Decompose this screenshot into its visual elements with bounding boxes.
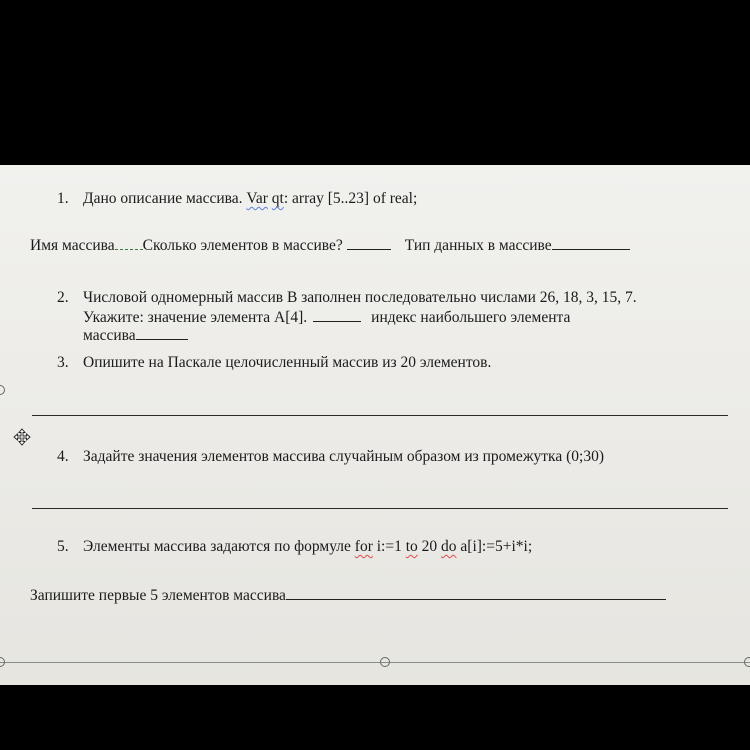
question-2-text: Числовой одномерный массив В заполнен последовательно числами 26, 18, 3, 15, 7. — [83, 289, 637, 306]
question-1-fill — [30, 235, 630, 255]
resize-handle-icon[interactable] — [0, 385, 5, 395]
question-4 — [57, 448, 604, 466]
var-keyword: Var — [246, 190, 268, 207]
question-4-text: Задайте значения элементов массива случайным образом из промежутка (0;30) — [83, 448, 604, 465]
resize-handle-icon[interactable] — [380, 657, 390, 667]
max-index-blank[interactable] — [136, 325, 188, 340]
element-value-label: Укажите: значение элемента A[4]. — [83, 309, 308, 326]
element-count-label: Сколько элементов в массиве? — [142, 237, 343, 254]
element-count-blank[interactable] — [347, 235, 391, 250]
array-name-label: Имя массива — [30, 237, 115, 254]
background-bottom — [0, 685, 750, 750]
question-2-line-1 — [57, 289, 637, 307]
question-2-line-3 — [83, 325, 188, 345]
question-1 — [57, 190, 417, 208]
first-five-blank[interactable] — [286, 585, 666, 600]
question-3 — [57, 354, 491, 372]
data-type-label: Тип данных в массиве — [404, 237, 552, 254]
question-5-formula: a[i]:=5+i*i; — [456, 538, 533, 555]
question-5-fill — [30, 585, 666, 605]
array-word: массива — [83, 327, 136, 344]
answer-line-3[interactable] — [32, 415, 728, 416]
question-1-text-c: : array [5..23] of real; — [283, 190, 418, 207]
resize-handle-icon[interactable] — [0, 657, 5, 667]
do-keyword: do — [441, 538, 457, 555]
question-5-text-a: Элементы массива задаются по формуле — [83, 538, 355, 555]
for-keyword: for — [354, 538, 373, 555]
question-1-text-a: Дано описание массива. — [83, 190, 247, 207]
element-value-blank[interactable] — [313, 307, 361, 322]
question-2-line-2 — [83, 307, 570, 327]
array-name-blank[interactable] — [115, 235, 143, 250]
question-3-number: 3. — [57, 354, 69, 371]
question-4-number: 4. — [57, 448, 69, 465]
question-5: 5. Элементы массива задаются по формуле for i:=1 to 20 do a[i]:=5+i*i; — [57, 538, 533, 555]
selection-frame-bottom — [0, 662, 750, 663]
document-page[interactable] — [0, 165, 750, 685]
question-2-number: 2. — [57, 289, 69, 306]
question-5-number: 5. — [57, 538, 69, 555]
to-keyword: to — [405, 538, 418, 555]
move-cursor-icon — [13, 428, 31, 446]
question-3-text: Опишите на Паскале целочисленный массив из 20 элементов. — [83, 354, 492, 371]
max-index-label: индекс наибольшего элемента — [371, 309, 571, 326]
data-type-blank[interactable] — [552, 235, 630, 250]
question-1-number: 1. — [57, 190, 69, 207]
first-five-label: Запишите первые 5 элементов массива — [30, 587, 286, 604]
resize-handle-icon[interactable] — [744, 657, 750, 667]
answer-line-4[interactable] — [32, 508, 728, 509]
qt-identifier: qt — [271, 190, 284, 207]
